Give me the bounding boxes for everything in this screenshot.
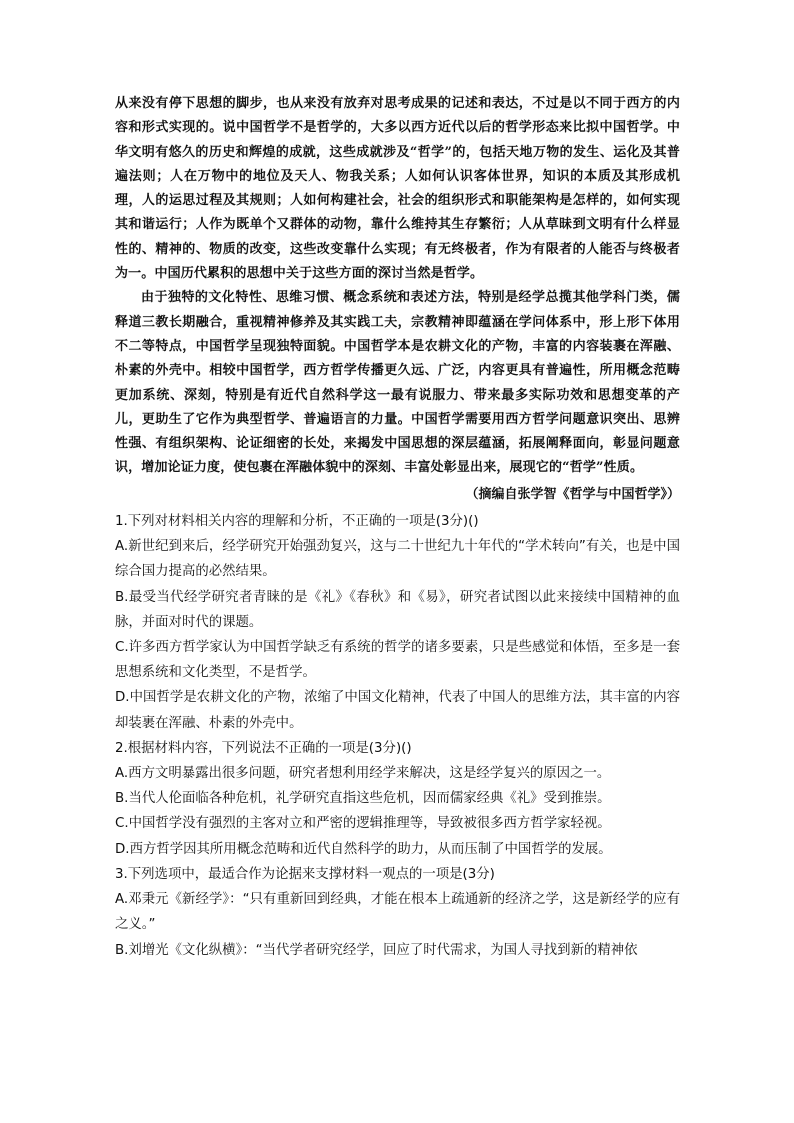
passage-paragraph-2: 由于独特的文化特性、思维习惯、概念系统和表述方法，特别是经学总揽其他学科门类，儒释道三教长期融合，重视精神修养及其实践工夫，宗教精神即蕴涵在学问体系中，形上形下体用不二等特点，中国哲学呈现独特面貌。中国哲学本是农耕文化的产物，丰富的内容装裹在浑融、朴素的外壳中。相较中国哲学，西方哲学传播更久远、广泛，内容更具有普遍性，所用概念范畴更加系统、深刻，特别是有近代自然科学这一最有说服力、带来最多实际功效和思想变革的产儿，更助生了它作为典型哲学、普遍语言的力量。中国哲学需要用西方哲学问题意识突出、思辨性强、有组织架构、论证细密的长处，来揭发中国思想的深层蕴涵，拓展阐释面向，彰显问题意识，增加论证力度，使包裹在浑融体貌中的深刻、丰富处彰显出来，展现它的“哲学”性质。 — [115, 290, 680, 476]
question-2-option-c: C.中国哲学没有强烈的主客对立和严密的逻辑推理等，导致被很多西方哲学家轻视。 — [115, 816, 611, 832]
question-3-stem: 3.下列选项中，最适合作为论据来支撑材料一观点的一项是(3分) — [115, 866, 495, 882]
question-1 — [115, 509, 680, 736]
document-page — [115, 92, 680, 963]
question-2-option-a: A.西方文明暴露出很多问题，研究者想利用经学来解决，这是经学复兴的原因之一。 — [115, 766, 611, 782]
passage-source: （摘编自张学智《哲学与中国哲学》） — [465, 486, 680, 502]
question-3-option-a: A.邓秉元《新经学》：“只有重新回到经典，才能在根本上疏通新的经济之学，这是新经学的应有之义。” — [115, 892, 680, 933]
question-1-option-d: D.中国哲学是农耕文化的产物，浓缩了中国文化精神，代表了中国人的思维方法，其丰富的内容却装裹在浑融、朴素的外壳中。 — [115, 690, 680, 731]
question-2-option-d: D.西方哲学因其所用概念范畴和近代自然科学的助力，从而压制了中国哲学的发展。 — [115, 841, 612, 857]
question-3-option-b: B.刘增光《文化纵横》：“当代学者研究经学，回应了时代需求，为国人寻找到新的精神依 — [115, 942, 638, 958]
reading-passage — [115, 92, 680, 481]
question-1-option-a: A.新世纪到来后，经学研究开始强劲复兴，这与二十世纪九十年代的“学术转向”有关，也是中国综合国力提高的必然结果。 — [115, 539, 680, 580]
question-list — [115, 509, 680, 963]
question-3 — [115, 862, 680, 963]
question-2-option-b: B.当代人伦面临各种危机，礼学研究直指这些危机，因而儒家经典《礼》受到推崇。 — [115, 791, 611, 807]
question-1-option-c: C.许多西方哲学家认为中国哲学缺乏有系统的哲学的诸多要素，只是些感觉和体悟，至多是一套思想系统和文化类型，不是哲学。 — [115, 640, 680, 681]
question-1-stem: 1.下列对材料相关内容的理解和分析，不正确的一项是(3分)() — [115, 514, 479, 530]
passage-paragraph-1: 从来没有停下思想的脚步，也从来没有放弃对思考成果的记述和表达，不过是以不同于西方的内容和形式实现的。说中国哲学不是哲学的，大多以西方近代以后的哲学形态来比拟中国哲学。中华文明有悠久的历史和辉煌的成就，这些成就涉及“哲学”的，包括天地万物的发生、运化及其普遍法则；人在万物中的地位及天人、物我关系；人如何认识客体世界，知识的本质及其形成机理，人的运思过程及其规则；人如何构建社会，社会的组织形式和职能架构是怎样的，如何实现其和谐运行；人作为既单个又群体的动物，靠什么维持其生存繁衍；人从草昧到文明有什么样显性的、精神的、物质的改变，这些改变靠什么实现；有无终极者，作为有限者的人能否与终极者为一。中国历代累积的思想中关于这些方面的深讨当然是哲学。 — [115, 96, 680, 282]
question-2 — [115, 736, 680, 862]
question-2-stem: 2.根据材料内容，下列说法不正确的一项是(3分)() — [115, 740, 412, 756]
question-1-option-b: B.最受当代经学研究者青睐的是《礼》《春秋》和《易》，研究者试图以此来接续中国精神的血脉，并面对时代的课题。 — [115, 589, 680, 630]
